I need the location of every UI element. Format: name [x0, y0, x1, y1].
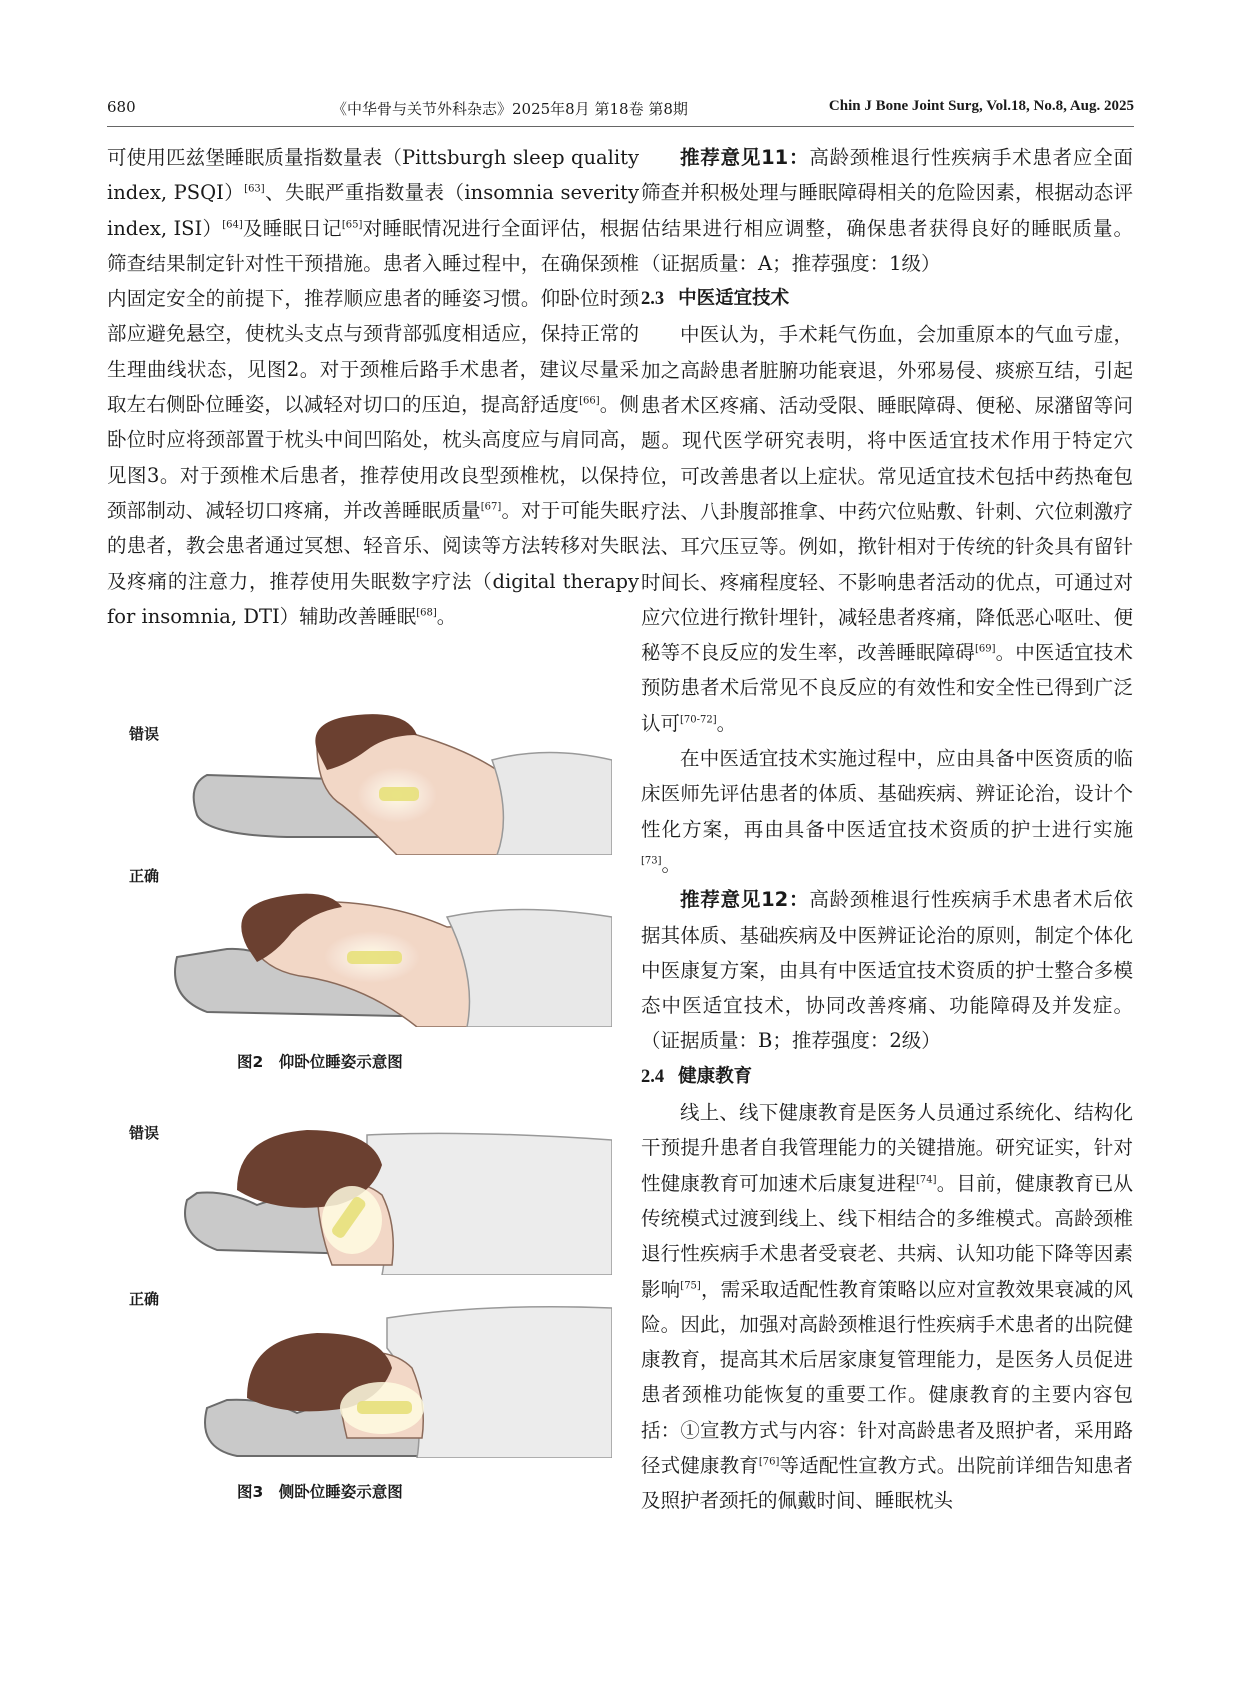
citation: [76]	[758, 1456, 780, 1468]
recommendation-label: 推荐意见11：	[680, 146, 810, 169]
section-number: 2.4	[641, 1066, 665, 1087]
figure-2-label-right: 正确	[129, 867, 160, 885]
supine-right-illustration	[167, 877, 612, 1027]
figure-3-caption: 图3 侧卧位睡姿示意图	[237, 1483, 403, 1501]
text-run: 在中医适宜技术实施过程中，应由具备中医资质的临床医师先评估患者的体质、基础疾病、辨证论治，设计个性化方案，再由具备中医适宜技术资质的护士进行实施	[641, 747, 1133, 841]
figure-2-caption: 图2 仰卧位睡姿示意图	[237, 1053, 403, 1071]
citation: [73]	[641, 855, 662, 867]
section-number: 2.3	[641, 289, 665, 310]
text-run: 中医认为，手术耗气伤血，会加重原本的气血亏虚，加之高龄患者脏腑功能衰退，外邪易侵、痰瘀互结，引起患者术区疼痛、活动受限、睡眠障碍、便秘、尿潴留等问题。现代医学研究表明，将中医适宜技术作用于特定穴位，可改善患者以上症状。常见适宜技术包括中药热奄包疗法、八卦腹部推拿、中药穴位贴敷、针刺、穴位刺激疗法、耳穴压豆等。例如，揿针相对于传统的针灸具有留针时间长、疼痛程度轻、不影响患者活动的优点，可通过对应穴位进行揿针埋针，减轻患者疼痛，降低恶心呕吐、便秘等不良反应的发生率，改善睡眠障碍	[641, 323, 1133, 665]
citation: [69]	[974, 643, 996, 655]
section-title: 健康教育	[678, 1065, 753, 1087]
running-head	[107, 98, 1134, 124]
text-run: 、失眠严重指数量表（insomnia severity index, ISI）	[107, 181, 639, 240]
section-heading-2-3	[641, 281, 1133, 317]
right-column	[641, 140, 1133, 1519]
side-lying-right-illustration	[167, 1288, 612, 1458]
citation: [74]	[916, 1174, 937, 1186]
text-run: 高龄颈椎退行性疾病手术患者术后依据其体质、基础疾病及中医辨证论治的原则，制定个体化中医康复方案，由具有中医适宜技术资质的护士整合多模态中医适宜技术，协同改善疼痛、功能障碍及并发症。（证据质量：B；推荐强度：2级）	[641, 888, 1133, 1053]
text-run: 对睡眠情况进行全面评估，根据筛查结果制定针对性干预措施。患者入睡过程中，在确保颈椎内固定安全的前提下，推荐顺应患者的睡姿习惯。仰卧位时颈部应避免悬空，使枕头支点与颈背部弧度相适应，保持正常的生理曲线状态，见图2。对于颈椎后路手术患者，建议尽量采取左右侧卧位睡姿，以减轻对切口的压迫，提高舒适度	[107, 216, 639, 417]
citation: [75]	[680, 1280, 701, 1291]
figure-2	[107, 705, 607, 1075]
citation: [65]	[341, 219, 363, 231]
citation: [64]	[222, 219, 243, 231]
text-run: 线上、线下健康教育是医务人员通过系统化、结构化干预提升患者自我管理能力的关键措施。研究证实，针对性健康教育可加速术后康复进程	[641, 1101, 1133, 1195]
header-rule	[107, 126, 1134, 127]
journal-title-cn: 《中华骨与关节外科杂志》2025年8月 第18卷 第8期	[332, 100, 688, 118]
text-run: 。中医适宜技术预防患者术后常见不良反应的有效性和安全性已得到广泛认可	[641, 641, 1133, 735]
paragraph-tcm-1	[641, 317, 1133, 741]
supine-wrong-illustration	[167, 705, 612, 855]
text-run: 及睡眠日记	[242, 216, 342, 240]
spine-highlight-icon	[379, 787, 419, 801]
left-column	[107, 140, 639, 634]
text-run: 可使用匹兹堡睡眠质量指数量表（Pittsburgh sleep quality index, PSQI）	[107, 146, 639, 205]
text-run: 。	[661, 852, 682, 876]
section-title: 中医适宜技术	[678, 288, 790, 310]
page-number: 680	[107, 98, 136, 116]
spine-highlight-icon	[347, 951, 402, 964]
citation: [63]	[244, 183, 265, 195]
section-heading-2-4	[641, 1059, 1133, 1095]
recommendation-label: 推荐意见12：	[680, 888, 810, 912]
text-run: 。目前，健康教育已从传统模式过渡到线上、线下相结合的多维模式。高龄颈椎退行性疾病手术患者受衰老、共病、认知功能下降等因素影响	[641, 1171, 1133, 1301]
figure-2-label-wrong: 错误	[129, 725, 160, 743]
spine-highlight-icon	[357, 1401, 412, 1414]
figure-3	[107, 1110, 607, 1510]
citation: [66]	[579, 395, 600, 407]
text-run: 。对于可能失眠的患者，教会患者通过冥想、轻音乐、阅读等方法转移对失眠及疼痛的注意力，推荐使用失眠数字疗法（digital therapy for insomnia, DTI）辅助改善睡眠	[107, 498, 639, 628]
figure-3-label-right: 正确	[129, 1290, 160, 1308]
citation: [67]	[480, 501, 502, 513]
citation: [70-72]	[680, 714, 717, 726]
text-run: 。	[716, 711, 737, 735]
text-run: 。	[436, 604, 457, 628]
paragraph-sleep-assessment	[107, 140, 639, 634]
recommendation-11	[641, 140, 1133, 281]
recommendation-12	[641, 882, 1133, 1058]
paragraph-tcm-2	[641, 741, 1133, 882]
journal-title-en: Chin J Bone Joint Surg, Vol.18, No.8, Aug. 2025	[828, 98, 1134, 114]
text-run: 等适配性宣教方式。出院前详细告知患者及照护者颈托的佩戴时间、睡眠枕头	[641, 1453, 1133, 1513]
figure-3-label-wrong: 错误	[129, 1124, 160, 1142]
side-lying-wrong-illustration	[167, 1115, 612, 1275]
paragraph-health-education	[641, 1095, 1133, 1519]
text-run: ，需采取适配性教育策略以应对宣教效果衰减的风险。因此，加强对高龄颈椎退行性疾病手术患者的出院健康教育，提高其术后居家康复管理能力，是医务人员促进患者颈椎功能恢复的重要工作。健康教育的主要内容包括：①宣教方式与内容：针对高龄患者及照护者，采用路径式健康教育	[641, 1277, 1133, 1477]
text-run: 高龄颈椎退行性疾病手术患者应全面筛查并积极处理与睡眠障碍相关的危险因素，根据动态评估结果进行相应调整，确保患者获得良好的睡眠质量。（证据质量：A；推荐强度：1级）	[641, 146, 1133, 275]
text-run: 。侧卧位时应将颈部置于枕头中间凹陷处，枕头高度应与肩同高，见图3。对于颈椎术后患者，推荐使用改良型颈椎枕，以保持颈部制动、减轻切口疼痛，并改善睡眠质量	[107, 393, 639, 522]
citation: [68]	[416, 607, 437, 619]
